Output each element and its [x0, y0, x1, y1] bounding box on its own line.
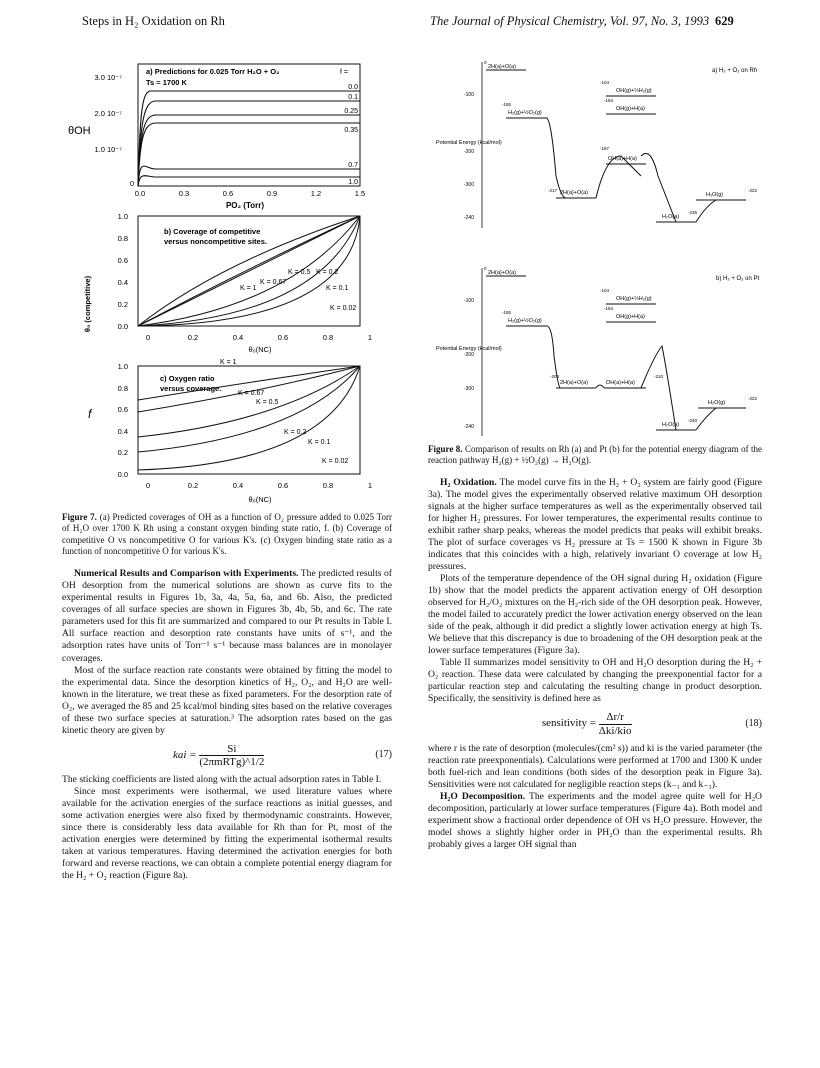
fig7a-xtick: 0.6: [222, 189, 234, 198]
fig8b-state: 2H(a)+O(a): [488, 270, 516, 276]
paragraph: Since most experiments were isothermal, we used literature values where available for the activation energies of the surface reactions as initial guesses, and some activation energies were also fixed by thermodynamic constraints. However, since there is considerably less data available for Rh than for Pt, most of the activation energies were determined by fitting the experimental isothermal results taken at various temperatures. Having determined the activation energies for both forward and reverse reactions, we can obtain a complete potential energy diagram for the H₂ + O₂ reaction (Figure 8a).: [62, 785, 392, 882]
fig8b-state: OH(g)+H(a): [616, 314, 645, 320]
fig7c-k-label: K = 0.02: [322, 458, 349, 465]
fig7a-ytick: 2.0 10⁻⁷: [94, 109, 122, 118]
fig7c-xtick: 0.2: [187, 481, 199, 490]
fig7b-ytick: 0.4: [117, 278, 128, 287]
fig7b-xtick: 0.4: [232, 333, 244, 342]
fig7b-ytick: 0.2: [117, 300, 128, 309]
fig8a-state: H₂O(g): [706, 192, 724, 198]
fig7a-f-label: 0.1: [348, 94, 358, 101]
equation-number: (18): [745, 718, 762, 729]
fig7c-ytick: 0.2: [117, 448, 128, 457]
fig7a-legend-1: a) Predictions for 0.025 Torr H₂O + O₂: [146, 67, 280, 76]
fig7b-xtick: 0.8: [322, 333, 334, 342]
fig8b-value: -210: [654, 374, 664, 379]
eq17-lhs: kai =: [172, 748, 197, 761]
fig7a-ytick: 1.0 10⁻⁷: [94, 145, 122, 154]
fig8a-axis-tick: -240: [463, 215, 474, 221]
fig8a-state: OH(g)+H(a): [616, 106, 645, 112]
equation-17: [62, 743, 392, 768]
fig8b-state: H₂O(a): [662, 422, 680, 428]
fig7a-xtick: 1.5: [354, 189, 366, 198]
eq17-denominator: (2πmRTg)^1/2: [199, 755, 265, 768]
paragraph-text: The model curve fits in the H₂ + O₂ system are fairly good (Figure 3a). The model gives the experimentally observed relative maximum OH desorption signals at the higher surface temperatures as well as the experimentally observed tail for higher H₂ pressures. For lower temperatures, the experimental results continue to exhibit rather sharp peaks, whereas the model predicts that peaks will exhibit breaks. The plot of surface coverages vs H₂ pressure at Ts = 1500 K shown in Figure 3b indicates that this coincides with a high, relatively invariant O coverage at low H₂ pressures.: [428, 476, 762, 572]
fig8a-state: H₂O(a): [662, 214, 680, 220]
fig8a-axis-tick: -100: [463, 92, 474, 98]
fig7c-xlabel: θ₀(NC): [248, 495, 272, 504]
section-heading: H₂ Oxidation.: [440, 476, 497, 488]
fig8a-value: -235: [688, 210, 698, 215]
fig7b-k-label: K = 1: [240, 285, 257, 292]
fig8b-state: OH(g)+½H₂(g): [616, 296, 652, 302]
fig7b-k-label: K = 0.5: [288, 269, 311, 276]
fig7-caption-label: Figure 7.: [62, 512, 97, 522]
paragraph: [428, 477, 762, 573]
fig7c-ytick: 0.8: [117, 384, 128, 393]
fig7c-xtick: 1: [367, 481, 373, 490]
fig7a-f-label: 0.0: [348, 84, 358, 91]
paragraph: [62, 568, 392, 664]
fig8b-value: -222: [748, 396, 758, 401]
fig7a-f-label: 1.0: [348, 179, 358, 186]
section-heading: H₂O Decomposition.: [440, 790, 526, 802]
fig7c-ylabel: f: [88, 407, 92, 421]
fig8b-title: b) H₂ + O₂ on Pt: [716, 276, 760, 282]
fig7b-legend-1: b) Coverage of competitive: [164, 227, 261, 236]
fig7b-xtick: 0: [145, 333, 151, 342]
fig7b-ylabel: θ₀ (competitive): [83, 275, 92, 333]
fig7b-xtick: 1: [367, 333, 373, 342]
fig7c-ytick: 0.0: [117, 470, 128, 479]
fig8b-axis-tick: -300: [463, 386, 474, 392]
fig8a-value: 0: [484, 60, 487, 65]
fig8a-state: 2H(a)+O(a): [488, 64, 516, 70]
fig7c-xtick: 0.6: [277, 481, 289, 490]
fig7b-k-label: K = 0.2: [316, 269, 339, 276]
fig8b-value: 0: [484, 266, 487, 271]
figure-7-caption: [62, 512, 392, 557]
fig7c-xtick: 0.4: [232, 481, 244, 490]
right-column: [428, 444, 762, 851]
fig8a-axis-tick: -200: [463, 149, 474, 155]
figure-7: [60, 52, 390, 512]
fig8a-value: -185: [502, 102, 512, 107]
fig7b-legend-2: versus noncompetitive sites.: [164, 237, 267, 246]
fig7a-xtick: 0.3: [178, 189, 190, 198]
fig8b-axis-tick: -100: [463, 298, 474, 304]
fig8a-state: H₂(g)+½O₂(g): [508, 110, 542, 116]
fig7c-k-label: K = 0.1: [308, 439, 331, 446]
fig8b-value: -240: [688, 418, 698, 423]
fig7c-xtick: 0.8: [322, 481, 334, 490]
running-header-left: Steps in H₂ Oxidation on Rh: [82, 14, 225, 28]
fig8a-value: -217: [548, 188, 558, 193]
eq18-denominator: Δki/kio: [598, 724, 632, 737]
fig7b-xtick: 0.2: [187, 333, 199, 342]
fig7a-ylabel: θOH: [68, 125, 91, 137]
paragraph-text: The experiments and the model agree quite well for H₂O decomposition, particularly at lower surface temperatures (Figure 4a). Both model and experiment show a fractional order dependence of OH vs H₂O pressure. However, the model shows a slightly higher order in PH₂O than the experimental results. Rh probably gives a larger OH signal than: [428, 790, 762, 850]
fig8a-ylabel: Potential Energy (kcal/mol): [436, 140, 502, 146]
fig8a-value: -104: [600, 80, 610, 85]
equation-number: (17): [375, 749, 392, 761]
fig7-caption-text: (a) Predicted coverages of OH as a function of O₂ pressure added to 0.025 Torr of H₂O over 1700 K Rh using a constant oxygen binding state ratio, f. (b) Coverage of competitive O vs noncompetitive O for various K's. (c) Oxygen binding state ratio as a function of noncompetitive O for various K's.: [62, 512, 392, 556]
fig7a-f-label: 0.25: [344, 108, 358, 115]
fig8b-value: -204: [550, 374, 560, 379]
fig8b-axis-tick: -240: [463, 424, 474, 430]
fig7b-ytick: 0.8: [117, 234, 128, 243]
fig7c-xtick: 0: [145, 481, 151, 490]
fig8a-value: -187: [600, 146, 610, 151]
figure-8-caption: [428, 444, 762, 467]
paragraph: The sticking coefficients are listed along with the actual adsorption rates in Table I.: [62, 773, 382, 785]
fig7b-ytick: 1.0: [117, 212, 128, 221]
fig8-caption-text: Comparison of results on Rh (a) and Pt (b) for the potential energy diagram of the reaction pathway H₂(g) + ½O₂(g) → H₂O(g).: [428, 444, 763, 466]
fig7c-k-label: K = 0.67: [238, 390, 265, 397]
fig8a-state: 2H(a)+O(a): [560, 190, 588, 196]
fig7c-ytick: 1.0: [117, 362, 128, 371]
fig7a-panel: [68, 64, 365, 210]
section-heading: Numerical Results and Comparison with Experiments.: [74, 568, 299, 580]
fig7b-panel: [83, 212, 372, 354]
left-column: [62, 512, 392, 882]
fig7a-legend-2: Ts = 1700 K: [146, 78, 187, 87]
fig8a-title: a) H₂ + O₂ on Rh: [712, 68, 758, 74]
fig8b-state: H₂(g)+½O₂(g): [508, 318, 542, 324]
page-number: 629: [715, 14, 734, 28]
paragraph: Most of the surface reaction rate constants were obtained by fitting the model to the experimental data. Since the desorption kinetics of H₂, O₂, and H₂O are well-known in the literature, we treat these as fixed parameters. For the desorption rate of O₂, we averaged the 85 and 25 kcal/mol binding sites based on the relative coverages of these two surface species at saturation.³ The adsorption rates based on the gas kinetic theory are given by: [62, 664, 392, 736]
fig7b-ytick: 0.6: [117, 256, 128, 265]
fig7a-f-title: f =: [340, 69, 348, 76]
fig7b-k-label: K = 0.02: [330, 305, 357, 312]
fig7c-ytick: 0.6: [117, 405, 128, 414]
fig8b-state: H₂O(g): [708, 400, 726, 406]
fig8b-value: -184: [604, 306, 614, 311]
fig8b-axis-tick: -200: [463, 352, 474, 358]
figure-8: [426, 56, 766, 440]
fig8a-axis-tick: -300: [463, 182, 474, 188]
running-header-journal: The Journal of Physical Chemistry, Vol. 97, No. 3, 1993: [430, 14, 710, 28]
eq17-numerator: Si: [199, 743, 264, 756]
fig7a-xtick: 0.9: [266, 189, 278, 198]
fig7c-legend-2: versus coverage.: [160, 384, 222, 393]
eq18-numerator: Δr/r: [599, 711, 632, 724]
fig7c-k-label: K = 0.5: [256, 399, 279, 406]
fig7a-xtick: 1.2: [310, 189, 322, 198]
eq18-lhs: sensitivity =: [541, 717, 596, 730]
paragraph-text: The predicted results of OH desorption from the numerical solutions are shown as curve fits to the experimental results in Figures 1b, 3a, 4a, 5a, 6a, and 6b. Also, the predicted coverages of all surface species are shown in Figures 3b, 4b, 5b, and 6c. The rate parameters used for this fit are summarized and compared to our Pt results in Table I. All surface reaction and desorption rate constants have units of s⁻¹, and the adsorption rates have units of Torr⁻¹ s⁻¹ because mass balances are in monolayer coverages.: [62, 568, 392, 664]
equation-18: [428, 711, 762, 736]
fig8b-state: 2H(a)+O(a): [560, 380, 588, 386]
fig8a-state: OH(a)+H(a): [608, 156, 637, 162]
paragraph: [428, 791, 762, 851]
fig8a-state: OH(g)+½H₂(g): [616, 88, 652, 94]
fig7c-legend-1: c) Oxygen ratio: [160, 374, 215, 383]
fig7b-k-label: K = 0.67: [260, 279, 287, 286]
fig8a-panel: [436, 60, 758, 228]
fig7a-xlabel: PO₂ (Torr): [225, 201, 265, 210]
fig8a-value: -222: [748, 188, 758, 193]
fig7a-f-label: 0.7: [348, 162, 358, 169]
fig7c-ytick: 0.4: [117, 427, 128, 436]
fig8a-value: -184: [604, 98, 614, 103]
paragraph: where r is the rate of desorption (molecules/(cm² s)) and ki is the varied parameter (the reaction rate preexponentials). Calculations were performed at 1700 and 1300 K under both fuel-rich and lean conditions (both sides of the desorption peak in Figure 3a). Sensitivities were not calculated for negligible reaction steps (k₋₁ and k₋₃).: [428, 742, 762, 790]
fig8b-value: -104: [600, 288, 610, 293]
fig7b-ytick: 0.0: [117, 322, 128, 331]
fig7a-ytick: 0: [129, 179, 134, 188]
fig7a-f-label: 0.35: [344, 127, 358, 134]
fig7c-panel: [88, 359, 372, 504]
fig8b-state: OH(a)+H(a): [606, 380, 635, 386]
paragraph: Plots of the temperature dependence of the OH signal during H₂ oxidation (Figure 1b) show that the model predicts the apparent activation energy of OH desorption observed for H₂/O₂ mixtures on the H₂-rich side of the OH desorption peak. However, the model failed to accurately predict the lower activation energy observed on the lean side of the peak, although it did predict a slightly lower activation energy at high Ts. We believe that this discrepancy is due to broadening of the OH desorption peak at the lower surface temperatures (Figure 3a).: [428, 572, 762, 657]
fig7a-ytick: 3.0 10⁻⁷: [94, 73, 122, 82]
fig8b-panel: [436, 266, 760, 436]
fig7c-k-label: K = 0.2: [284, 429, 307, 436]
paragraph: Table II summarizes model sensitivity to OH and H₂O desorption during the H₂ + O₂ reaction. These data were calculated by changing the preexponential factor for a particular reaction step and calculating the resulting change in product desorption. Specifically, the sensitivity is defined here as: [428, 657, 762, 705]
fig7a-xtick: 0.0: [134, 189, 146, 198]
fig8b-ylabel: Potential Energy (kcal/mol): [436, 346, 502, 352]
fig8-caption-label: Figure 8.: [428, 444, 463, 454]
fig7c-k-label: K = 1: [220, 359, 237, 366]
fig7b-xlabel: θ₀(NC): [248, 345, 272, 354]
fig7b-xtick: 0.6: [277, 333, 289, 342]
fig8b-value: -185: [502, 310, 512, 315]
fig7b-k-label: K = 0.1: [326, 285, 349, 292]
